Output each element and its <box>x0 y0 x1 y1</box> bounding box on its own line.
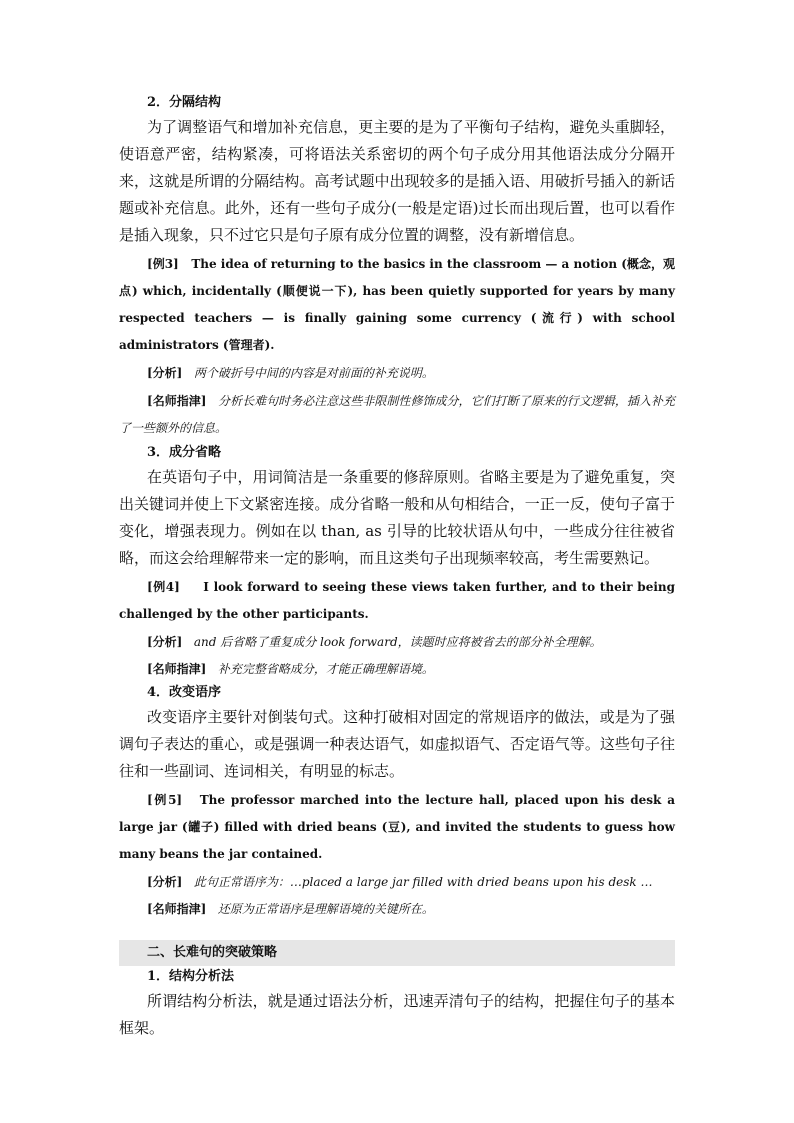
example <box>119 251 675 359</box>
example-tag: [例5] <box>147 793 183 807</box>
example-text: The idea of returning to the basics in the classroom — a notion (概念，观点) which, incidentally (顺便说一下), has been quietly supported for years by many respected teachers — is finally gaining some currency (流行) with school administrators (管理者). <box>119 257 675 352</box>
guide-tag: [名师指津] <box>147 662 207 676</box>
example-tag: [例3] <box>147 257 179 271</box>
analysis-text: 此句正常语序为：…placed a large jar filled with dried beans upon his desk … <box>193 875 653 889</box>
analysis-tag: [分析] <box>147 875 183 889</box>
analysis-note <box>119 629 675 655</box>
example-text: The professor marched into the lecture hall, placed upon his desk a large jar (罐子) filled with dried beans (豆), and invited the students to guess how many beans the jar contained. <box>119 793 675 861</box>
guide-tag: [名师指津] <box>147 394 207 408</box>
analysis-note <box>119 360 675 387</box>
analysis-tag: [分析] <box>147 635 183 649</box>
guide-note <box>119 656 675 682</box>
guide-note <box>119 896 675 922</box>
page-content <box>119 92 675 1042</box>
paragraph: 所谓结构分析法，就是通过语法分析，迅速弄清句子的结构，把握住句子的基本框架。 <box>119 992 675 1037</box>
guide-text: 分析长难句时务必注意这些非限制性修饰成分，它们打断了原来的行文逻辑，插入补充了一些额外的信息。 <box>119 394 675 435</box>
section-heading: 3．成分省略 <box>147 445 222 460</box>
example <box>119 574 675 628</box>
guide-tag: [名师指津] <box>147 902 207 916</box>
paragraph: 改变语序主要针对倒装句式。这种打破相对固定的常规语序的做法，或是为了强调句子表达的重心，或是强调一种表达语气，如虚拟语气、否定语气等。这些句子往往和一些副词、连词相关，有明显的标志。 <box>119 708 675 780</box>
section-heading: 1．结构分析法 <box>147 969 235 984</box>
section-heading: 2．分隔结构 <box>147 95 222 110</box>
section-heading: 4．改变语序 <box>147 685 222 700</box>
guide-text: 还原为正常语序是理解语境的关键所在。 <box>217 902 434 916</box>
analysis-note <box>119 869 675 895</box>
paragraph: 为了调整语气和增加补充信息，更主要的是为了平衡句子结构，避免头重脚轻，使语意严密，结构紧凑，可将语法关系密切的两个句子成分用其他语法成分分隔开来，这就是所谓的分隔结构。高考试题中出现较多的是插入语、用破折号插入的新话题或补充信息。此外，还有一些句子成分(一般是定语)过长而出现后置，也可以看作是插入现象，只不过它只是句子原有成分位置的调整，没有新增信息。 <box>119 118 675 244</box>
analysis-text: 两个破折号中间的内容是对前面的补充说明。 <box>193 366 434 380</box>
example <box>119 787 675 868</box>
example-tag: [例4] <box>147 580 180 594</box>
analysis-tag: [分析] <box>147 366 183 380</box>
guide-text: 补充完整省略成分，才能正确理解语境。 <box>217 662 434 676</box>
example-text: I look forward to seeing these views taken further, and to their being challenged by the other participants. <box>119 580 675 621</box>
paragraph: 在英语句子中，用词简洁是一条重要的修辞原则。省略主要是为了避免重复，突出关键词并使上下文紧密连接。成分省略一般和从句相结合，一正一反，使句子富于变化，增强表现力。例如在以 than, as 引导的比较状语从句中，一些成分往往被省略，而这会给理解带来一定的影响，而且这类句子出现频率较高，考生需要熟记。 <box>119 468 675 567</box>
analysis-text: and 后省略了重复成分 look forward，读题时应将被省去的部分补全理解。 <box>193 635 602 649</box>
guide-note <box>119 388 675 442</box>
section-title-bar: 二、长难句的突破策略 <box>119 940 675 966</box>
